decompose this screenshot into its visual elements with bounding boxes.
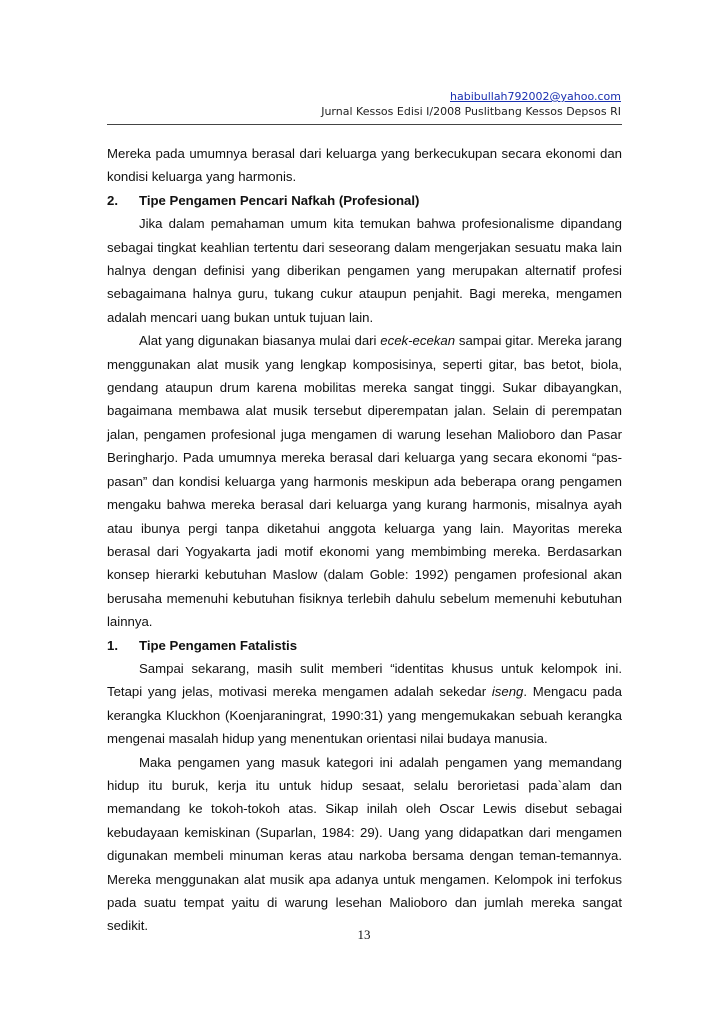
page-number: 13 [357, 927, 371, 942]
running-header [321, 89, 621, 119]
italic-term: ecek-ecekan [380, 333, 456, 349]
paragraph: Mereka pada umumnya berasal dari keluarga yang berkecukupan secara ekonomi dan kondisi keluarga yang harmonis. [107, 146, 622, 185]
paragraph [107, 657, 622, 751]
paragraph: Jika dalam pemahaman umum kita temukan bahwa profesionalisme dipandang sebagai tingkat keahlian tertentu dari seseorang dalam mengerjakan sesuatu maka lain halnya dengan definisi yang diberikan pengamen yang merupakan alternatif profesi sebagaimana halnya guru, tukang cukur ataupun penjahit. Bagi mereka, mengamen adalah mencari uang bukan untuk tujuan lain. [107, 216, 622, 325]
journal-citation: Jurnal Kessos Edisi I/2008 Puslitbang Kessos Depsos RI [321, 105, 621, 118]
section-number: 2. [107, 192, 118, 208]
author-email-link[interactable]: habibullah792002@yahoo.com [450, 90, 621, 103]
paragraph [107, 329, 622, 633]
paragraph-text: Sampai sekarang, masih sulit memberi “identitas khusus untuk kelompok ini. Tetapi yang jelas, motivasi mereka mengamen adalah sekedar [107, 660, 622, 700]
paragraph-text: sampai gitar. Mereka jarang menggunakan alat musik yang lengkap komposisinya, seperti gitar, bas betot, biola, gendang ataupun drum karena mobilitas mereka sangat tinggi. Sukar dibayangkan, bagaimana membawa alat musik tersebut diperempatan jalan. Selain di perempatan jalan, pengamen profesional juga mengamen di warung lesehan Malioboro dan Pasar Beringharjo. Pada umumnya mereka berasal dari keluarga yang secara ekonomi “pas-pasan” dan kondisi keluarga yang harmonis meskipun ada beberapa orang pengamen mengaku bahwa mereka berasal dari keluarga yang kurang harmonis, misalnya ayah atau ibunya pergi tanpa diketahui anggota keluarga yang lain. Mayoritas mereka berasal dari Yogyakarta jadi motif ekonomi yang membimbing mereka. Berdasarkan konsep hierarki kebutuhan Maslow (dalam Goble: 1992) pengamen profesional akan berusaha memenuhi kebutuhan fisiknya terlebih dahulu sebelum memenuhi kebutuhan lainnya. [107, 333, 622, 630]
paragraph: Maka pengamen yang masuk kategori ini adalah pengamen yang memandang hidup itu buruk, kerja itu untuk hidup sesaat, selalu berorietasi pada`alam dan memandang ke tokoh-tokoh atas. Sikap inilah oleh Oscar Lewis disebut sebagai kebudayaan kemiskinan (Suparlan, 1984: 29). Uang yang didapatkan dari mengamen digunakan membeli minuman keras atau narkoba bersama dengan teman-temannya. Mereka menggunakan alat musik apa adanya untuk mengamen. Kelompok ini terfokus pada suatu tempat yaitu di warung lesehan Malioboro dan jumlah mereka sangat sedikit. [107, 754, 622, 934]
section-title: Tipe Pengamen Fatalistis [139, 637, 298, 653]
header-rule [107, 124, 622, 125]
paragraph-text: Alat yang digunakan biasanya mulai dari [139, 333, 381, 349]
section-heading [107, 189, 622, 212]
section-heading [107, 634, 622, 657]
article-body [107, 142, 622, 938]
italic-term: iseng [491, 684, 524, 700]
section-title: Tipe Pengamen Pencari Nafkah (Profesional) [139, 192, 420, 208]
paragraph-text: . Mengacu pada kerangka Kluckhon (Koenjaraningrat, 1990:31) yang mengemukakan sebuah kerangka mengenai masalah hidup yang menentukan orientasi nilai budaya manusia. [107, 684, 622, 747]
section-number: 1. [107, 637, 118, 653]
